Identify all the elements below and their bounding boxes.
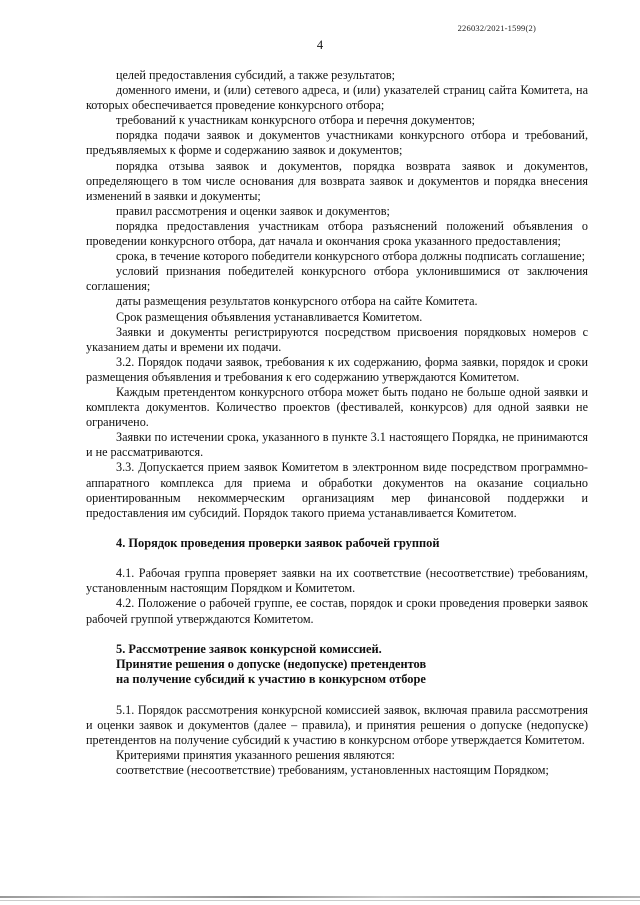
paragraph: 4.1. Рабочая группа проверяет заявки на их соответствие (несоответствие) требованиям, установленным настоящим Порядком и Комитетом. — [86, 566, 588, 596]
paragraph: соответствие (несоответствие) требованиям, установленных настоящим Порядком; — [116, 763, 549, 778]
section-4-heading: 4. Порядок проведения проверки заявок рабочей группой — [116, 535, 440, 550]
paragraph: Срок размещения объявления устанавливается Комитетом. — [116, 309, 423, 324]
paragraph: доменного имени, и (или) сетевого адреса, и (или) указателей страниц сайта Комитета, на которых обеспечивается проведение конкурсного отбора; — [86, 83, 588, 113]
paragraph: требований к участникам конкурсного отбора и перечня документов; — [116, 113, 476, 128]
page-number: 4 — [316, 38, 324, 52]
section-5-heading-line-2: Принятие решения о допуске (недопуске) претендентов — [116, 657, 427, 671]
paragraph: порядка отзыва заявок и документов, порядка возврата заявок и документов, определяющего в том числе основания для возврата заявок и документов и порядка внесения изменений в заявки и документы; — [86, 158, 588, 203]
paragraph: правил рассмотрения и оценки заявок и документов; — [116, 203, 390, 218]
paragraph: 3.3. Допускается прием заявок Комитетом в электронном виде посредством программно-аппаратного комплекса для приема и обработки документов на оказание социально ориентированным некоммерческим организациям мер финансовой поддержки и предоставления им субсидий. Порядок такого приема устанавливается Комитетом. — [86, 460, 588, 520]
section-5-heading-line-3: на получение субсидий к участию в конкурсном отборе — [116, 672, 426, 687]
document-body — [86, 68, 588, 778]
paragraph: 3.2. Порядок подачи заявок, требования к их содержанию, форма заявки, порядок и сроки размещения объявления и требования к его содержанию утверждаются Комитетом. — [86, 354, 588, 384]
paragraph: Заявки и документы регистрируются посредством присвоения порядковых номеров с указанием даты и времени их подачи. — [86, 324, 588, 354]
paragraph: даты размещения результатов конкурсного отбора на сайте Комитета. — [116, 294, 478, 309]
paragraph: Критериями принятия указанного решения являются: — [116, 748, 395, 763]
paragraph: условий признания победителей конкурсного отбора уклонившимися от заключения соглашения; — [86, 264, 588, 294]
scan-artifact-line — [0, 900, 640, 901]
section-5-heading-line-1: 5. Рассмотрение заявок конкурсной комиссией. — [116, 641, 382, 656]
paragraph: Каждым претендентом конкурсного отбора может быть подано не больше одной заявки и комплекта документов. Количество проектов (фестивалей, конкурсов) для одной заявки не ограничено. — [86, 384, 588, 430]
paragraph: Заявки по истечении срока, указанного в пункте 3.1 настоящего Порядка, не принимаются и не рассматриваются. — [86, 430, 588, 460]
paragraph: целей предоставления субсидий, а также результатов; — [116, 68, 396, 82]
scan-artifact-line — [0, 896, 640, 898]
paragraph: 5.1. Порядок рассмотрения конкурсной комиссией заявок, включая правила рассмотрения и оценки заявок и документов (далее – правила), и принятия решения о допуске (недопуске) претендентов на получение субсидий к участию в конкурсном отборе утверждается Комитетом. — [86, 702, 588, 747]
paragraph: порядка предоставления участникам отбора разъяснений положений объявления о проведении конкурсного отбора, дат начала и окончания срока указанного предоставления; — [86, 218, 588, 249]
document-number: 226032/2021-1599(2) — [457, 23, 536, 33]
paragraph: срока, в течение которого победители конкурсного отбора должны подписать соглашение; — [116, 249, 585, 264]
paragraph: 4.2. Положение о рабочей группе, ее состав, порядок и сроки проведения проверки заявок рабочей группой утверждаются Комитетом. — [86, 596, 588, 626]
paragraph: порядка подачи заявок и документов участниками конкурсного отбора и требований, предъявляемых к форме и содержанию заявок и документов; — [86, 128, 588, 158]
